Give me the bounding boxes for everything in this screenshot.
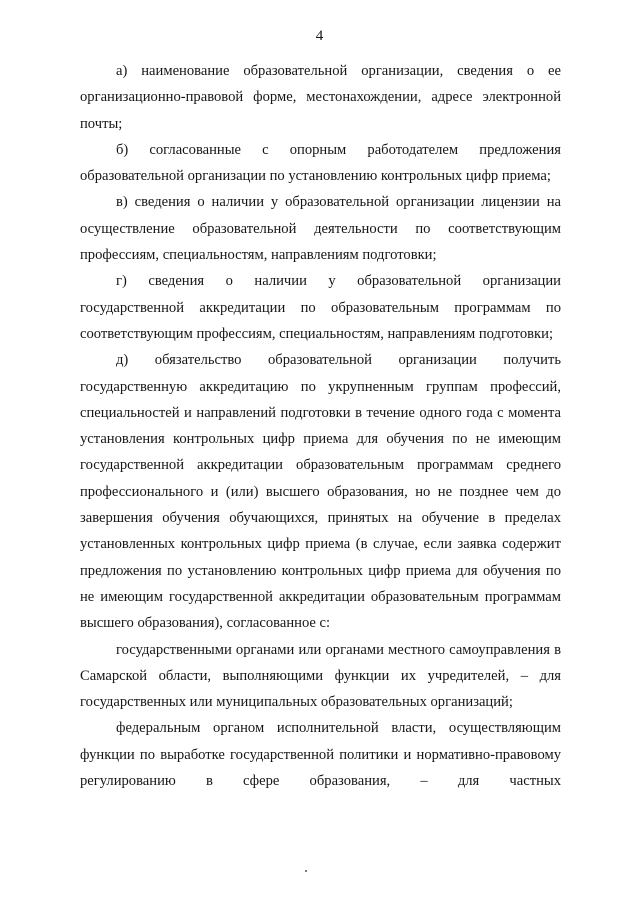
scan-speck bbox=[305, 870, 307, 872]
paragraph-v: в) сведения о наличии у образовательной организации лицензии на осуществление образовательной деятельности по соответствующим профессиям, специальностям, направлениям подготовки; bbox=[80, 194, 561, 264]
document-body bbox=[80, 58, 561, 794]
paragraph-a: а) наименование образовательной организации, сведения о ее организационно-правовой форме, местонахождении, адресе электронной почты; bbox=[80, 63, 561, 132]
page-number: 4 bbox=[315, 28, 324, 44]
paragraph-g: г) сведения о наличии у образовательной организации государственной аккредитации по образовательным программам по соответствующим профессиям, специальностям, направлениям подготовки; bbox=[80, 273, 561, 342]
paragraph-d: д) обязательство образовательной организации получить государственную аккредитацию по укрупненным группам профессий, специальностей и направлений подготовки в течение одного года с момента установления контрольных цифр приема для обучения по не имеющим государственной аккредитации образовательным программам среднего профессионального и (или) высшего образования, но не позднее чем до завершения обучения обучающихся, принятых на обучение в пределах установленных контрольных цифр приема (в случае, если заявка содержит предложения по установлению контрольных цифр приема для обучения по не имеющим государственной аккредитации образовательным программам высшего образования), согласованное с: bbox=[80, 352, 561, 632]
paragraph-state-bodies: государственными органами или органами местного самоуправления в Самарской области, выполняющими функции их учредителей, – для государственных или муниципальных образовательных организаций; bbox=[80, 641, 561, 711]
paragraph-b: б) согласованные с опорным работодателем предложения образовательной организации по установлению контрольных цифр приема; bbox=[80, 141, 561, 185]
paragraph-federal-body: федеральным органом исполнительной власти, осуществляющим функции по выработке государственной политики и нормативно-правовому регулированию в сфере образования, – для частных bbox=[80, 720, 561, 790]
